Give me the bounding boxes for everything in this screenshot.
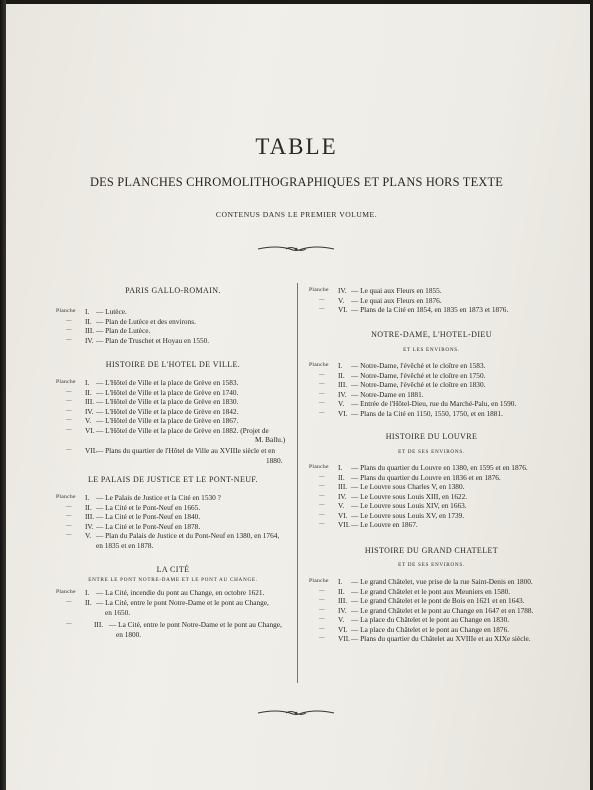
volume-note: CONTENUS DANS LE PREMIER VOLUME. [215, 210, 378, 219]
section-heading-grand-chatelet: HISTOIRE DU GRAND CHATELET [364, 546, 499, 555]
section-heading-palais-de-justice: LE PALAIS DE JUSTICE ET LE PONT-NEUF. [87, 475, 259, 484]
section-heading-notre-dame: NOTRE-DAME, L'HOTEL-DIEU [371, 330, 492, 339]
section-subheading-notre-dame: ET LES ENVIRONS. [403, 347, 460, 353]
bottom-ornament-icon [256, 708, 336, 718]
section-subheading-grand-chatelet: ET DE SES ENVIRONS. [398, 562, 465, 568]
section-heading-gallo-romain: PARIS GALLO-ROMAIN. [125, 286, 221, 295]
section-heading-hotel-de-ville: HISTOIRE DE L'HOTEL DE VILLE. [105, 360, 241, 369]
top-ornament-icon [256, 244, 336, 254]
page-title: TABLE [255, 134, 338, 159]
section-heading-la-cite: LA CITÉ [156, 565, 190, 574]
section-heading-louvre: HISTOIRE DU LOUVRE [385, 432, 478, 441]
section-subheading-louvre: ET DE SES ENVIRONS. [398, 449, 465, 455]
page-subtitle: DES PLANCHES CHROMOLITHOGRAPHIQUES ET PLANS HORS TEXTE [89, 175, 504, 189]
column-divider [297, 283, 298, 683]
section-subheading-la-cite: ENTRE LE PONT NOTRE-DAME ET LE PONT AU CHANGE. [88, 577, 258, 583]
